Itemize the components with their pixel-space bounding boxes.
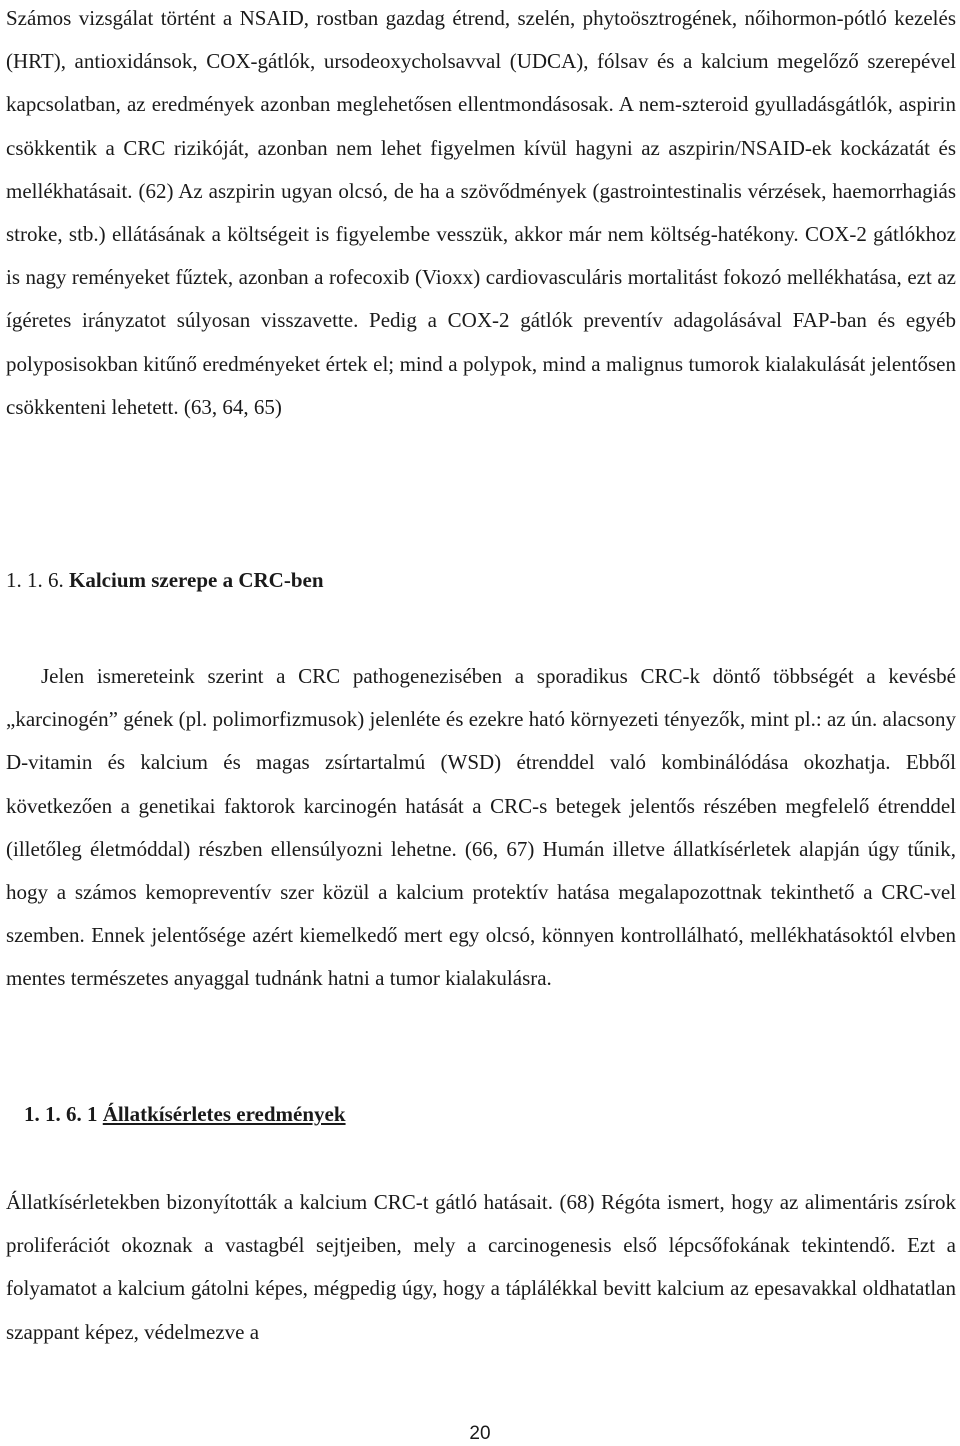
page-number: 20 (469, 1423, 491, 1444)
paragraph-calcium-role: Jelen ismereteink szerint a CRC pathogenezisében a sporadikus CRC-k döntő többségét a kevésbé „karcinogén” gének (pl. polimorfizmusok) jelenléte és ezekre ható környezeti tényezők, mint pl.: az ún. alacsony D-vitamin és kalcium és magas zsírtartalmú (WSD) étrenddel való kombinálódása okozhatja. Ebből következően a genetikai faktorok karcinogén hatását a CRC-s betegek jelentős részében megfelelő étrenddel (illetőleg életmóddal) részben ellensúlyozni lehetne. (66, 67) Humán illetve állatkísérletek alapján úgy tűnik, hogy a számos kemopreventív szer közül a kalcium protektív hatása megalapozottnak tekinthető a CRC-vel szemben. Ennek jelentősége azért kiemelkedő mert egy olcsó, könnyen kontrollálható, mellékhatásoktól elvben mentes természetes anyaggal tudnánk hatni a tumor kialakulásra. (6, 664, 956, 991)
subsection-number: 1. 1. 6. 1 (24, 1102, 98, 1126)
document-page (6, 0, 956, 1444)
paragraph-nsaid-studies: Számos vizsgálat történt a NSAID, rostban gazdag étrend, szelén, phytoösztrogének, nőihormon-pótló kezelés (HRT), antioxidánsok, COX-gátlók, ursodeoxycholsavval (UDCA), fólsav és a kalcium megelőző szerepével kapcsolatban, az eredmények azonban meglehetősen ellentmondásosak. A nem-szteroid gyulladásgátlók, aspirin csökkentik a CRC rizikóját, azonban nem lehet figyelmen kívül hagyni az aszpirin/NSAID-ek kockázatát és mellékhatásait. (62) Az aszpirin ugyan olcsó, de ha a szövődmények (gastrointestinalis vérzések, haemorrhagiás stroke, stb.) ellátásának a költségeit is figyelembe vesszük, akkor már nem költség-hatékony. COX-2 gátlókhoz is nagy reményeket fűztek, azonban a rofecoxib (Vioxx) cardiovasculáris mortalitást fokozó mellékhatása, ezt az ígéretes irányzatot súlyosan visszavette. Pedig a COX-2 gátlók preventív adagolásával FAP-ban és egyéb polyposisokban kitűnő eredményeket értek el; mind a polypok, mind a malignus tumorok kialakulását jelentősen csökkenteni lehetett. (63, 64, 65) (6, 6, 956, 419)
subsection-title: Állatkísérletes eredmények (102, 1102, 346, 1126)
paragraph-animal-experiments: Állatkísérletekben bizonyították a kalcium CRC-t gátló hatásait. (68) Régóta ismert, hogy az alimentáris zsírok proliferációt okoznak a vastagbél sejtjeiben, mely a carcinogenesis első lépcsőfokának tekintendő. Ezt a folyamatot a kalcium gátolni képes, mégpedig úgy, hogy a táplálékkal bevitt kalcium az epesavakkal oldhatatlan szappant képez, védelmezve a (6, 1190, 956, 1344)
section-heading (6, 559, 324, 602)
section-title: Kalcium szerepe a CRC-ben (69, 568, 324, 592)
subsection-heading (24, 1093, 346, 1136)
section-number: 1. 1. 6. (6, 568, 64, 592)
